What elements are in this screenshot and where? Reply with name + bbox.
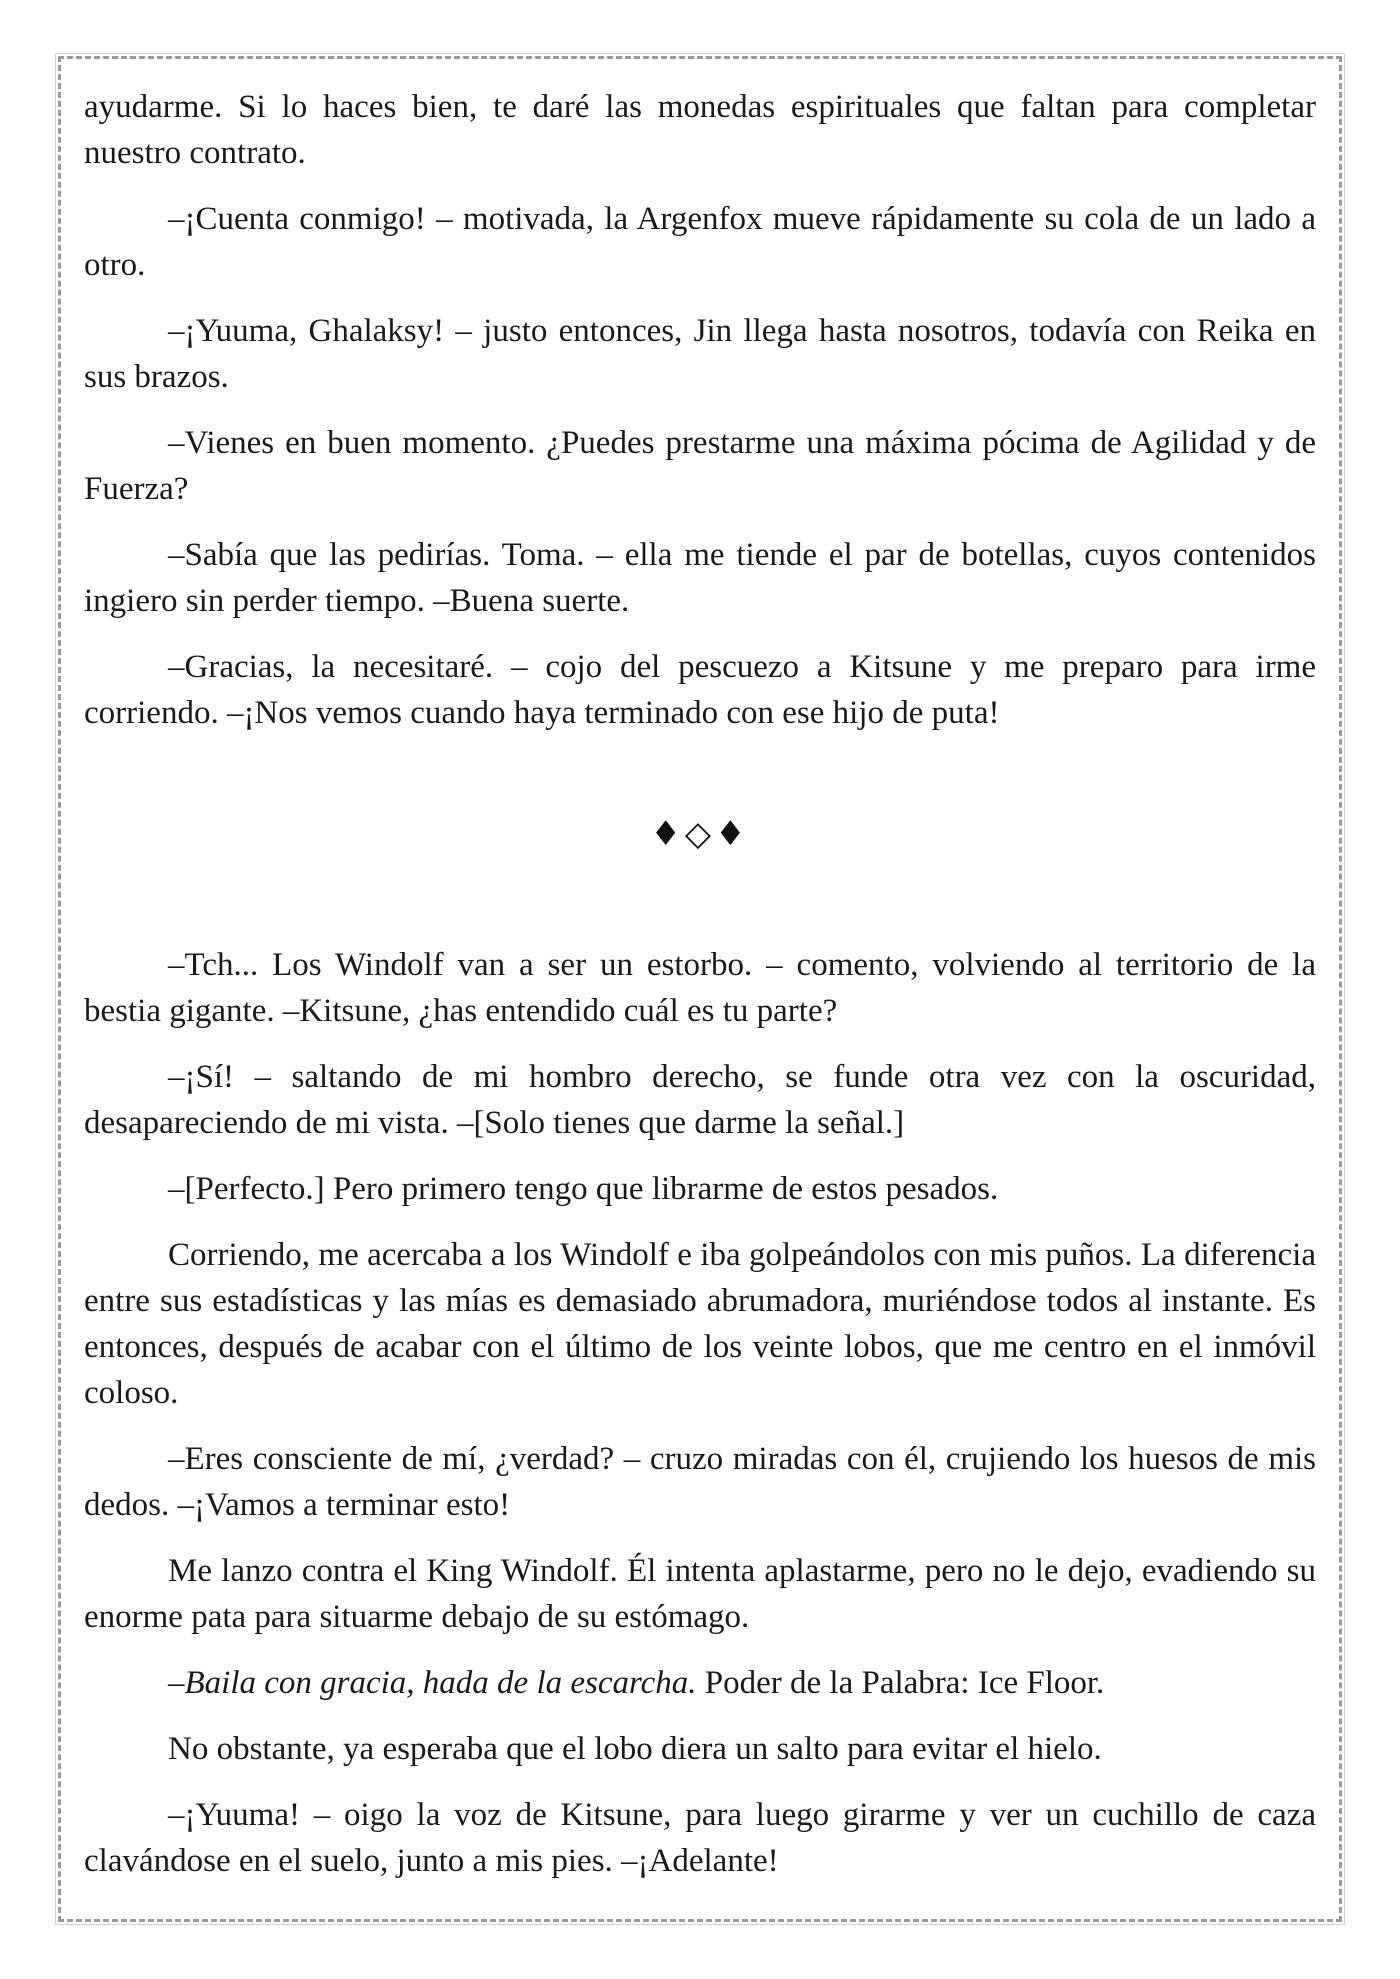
paragraph: Me lanzo contra el King Windolf. Él intenta aplastarme, pero no le dejo, evadiendo su enorme pata para situarme debajo de su estómago. [84, 1553, 1316, 1635]
paragraph: ayudarme. Si lo haces bien, te daré las monedas espirituales que faltan para completar nuestro contrato. [84, 89, 1316, 171]
incantation-paragraph [84, 1660, 1316, 1706]
paragraph: –Sabía que las pedirías. Toma. – ella me tiende el par de botellas, cuyos contenidos ingiero sin perder tiempo. –Buena suerte. [84, 537, 1316, 619]
dash: – [168, 1665, 185, 1701]
paragraph: –¡Yuuma, Ghalaksy! – justo entonces, Jin llega hasta nosotros, todavía con Reika en sus brazos. [84, 313, 1316, 395]
paragraph: –¡Cuenta conmigo! – motivada, la Argenfox mueve rápidamente su cola de un lado a otro. [84, 201, 1316, 283]
paragraph: Corriendo, me acercaba a los Windolf e iba golpeándolos con mis puños. La diferencia entre sus estadísticas y las mías es demasiado abrumadora, muriéndose todos al instante. Es entonces, después de acabar con el último de los veinte lobos, que me centro en el inmóvil coloso. [84, 1237, 1316, 1411]
paragraph: –Tch... Los Windolf van a ser un estorbo. – comento, volviendo al territorio de la bestia gigante. –Kitsune, ¿has entendido cuál es tu parte? [84, 947, 1316, 1029]
paragraph: –¡Yuuma! – oigo la voz de Kitsune, para luego girarme y ver un cuchillo de caza clavándose en el suelo, junto a mis pies. –¡Adelante! [84, 1797, 1316, 1879]
incantation-italic: Baila con gracia, hada de la escarcha. [184, 1665, 697, 1701]
paragraph: –Vienes en buen momento. ¿Puedes prestarme una máxima pócima de Agilidad y de Fuerza? [84, 425, 1316, 507]
text-section-one [84, 84, 1316, 756]
text-section-two [84, 942, 1316, 1904]
paragraph: –¡Sí! – saltando de mi hombro derecho, se funde otra vez con la oscuridad, desapareciendo de mi vista. –[Solo tienes que darme la señal.] [84, 1059, 1316, 1141]
paragraph: –Eres consciente de mí, ¿verdad? – cruzo miradas con él, crujiendo los huesos de mis dedos. –¡Vamos a terminar esto! [84, 1441, 1316, 1523]
paragraph: No obstante, ya esperaba que el lobo diera un salto para evitar el hielo. [168, 1731, 1102, 1767]
incantation-rest: Poder de la Palabra: Ice Floor. [696, 1665, 1105, 1701]
paragraph: –Gracias, la necesitaré. – cojo del pescuezo a Kitsune y me preparo para irme corriendo. –¡Nos vemos cuando haya terminado con ese hijo de puta! [84, 649, 1316, 731]
paragraph: –[Perfecto.] Pero primero tengo que librarme de estos pesados. [168, 1171, 999, 1207]
section-separator: ♦◇♦ [650, 814, 750, 854]
